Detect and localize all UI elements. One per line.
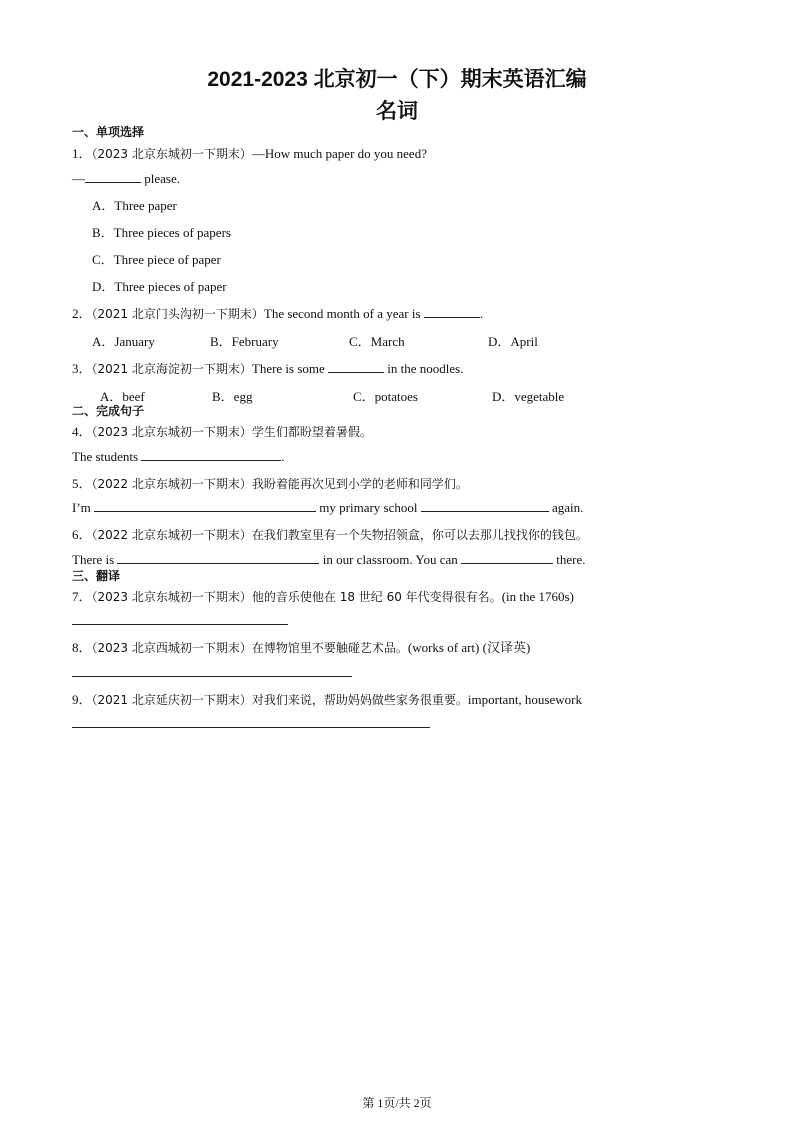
question-end: in the noodles.: [384, 361, 464, 376]
answer-blank[interactable]: [424, 305, 480, 318]
question-hint: important, housework: [467, 692, 582, 707]
question-source: （2023 北京东城初一下期末）: [91, 147, 252, 161]
section-heading-translation: 三、翻译: [72, 569, 121, 583]
section-heading-multiple-choice: 一、单项选择: [72, 125, 145, 139]
question-text: 学生们都盼望着暑假。: [251, 425, 372, 439]
question-number: 6．: [72, 527, 92, 542]
answer-prefix: There is: [72, 552, 118, 567]
answer-middle: my primary school: [316, 500, 421, 515]
question-source: （2023 北京东城初一下期末）: [91, 425, 252, 439]
dash: —: [72, 171, 85, 186]
question-hint: (works of art) (汉译英): [407, 640, 531, 655]
option-a[interactable]: A．Three paper: [92, 198, 177, 213]
option-b[interactable]: B．February: [210, 334, 279, 349]
option-a[interactable]: A．beef: [100, 389, 145, 404]
option-d[interactable]: D．Three pieces of paper: [92, 279, 227, 294]
question-6: [72, 524, 588, 543]
answer-blank[interactable]: [85, 170, 141, 183]
option-c[interactable]: C．potatoes: [353, 389, 418, 404]
page-footer: 第 1页/共 2页: [362, 1096, 432, 1110]
answer-blank[interactable]: [117, 551, 319, 564]
section-heading-complete-sentences: 二、完成句子: [72, 404, 145, 418]
answer-suffix: .: [281, 449, 285, 464]
question-source: （2022 北京东城初一下期末）: [91, 477, 252, 491]
question-8: [72, 637, 530, 656]
answer-prefix: I’m: [72, 500, 95, 515]
question-end: .: [479, 306, 484, 321]
answer-line[interactable]: [72, 727, 430, 728]
option-c[interactable]: C．Three piece of paper: [92, 252, 221, 267]
question-number: 8．: [72, 640, 92, 655]
option-b[interactable]: B．Three pieces of papers: [92, 225, 231, 240]
page-subtitle: 名词: [376, 100, 418, 123]
question-6-answer: [72, 551, 586, 568]
question-source: （2023 北京西城初一下期末）: [91, 641, 252, 655]
question-text: 在我们教室里有一个失物招领盒，你可以去那儿找找你的钱包。: [251, 528, 588, 542]
answer-blank[interactable]: [94, 499, 316, 512]
question-5: [72, 473, 468, 492]
answer-blank[interactable]: [328, 360, 384, 373]
answer-blank[interactable]: [421, 499, 549, 512]
question-source: （2022 北京东城初一下期末）: [91, 528, 252, 542]
question-text: The second month of a year is: [263, 306, 424, 321]
page-title: 2021-2023 北京初一（下）期末英语汇编: [207, 68, 587, 91]
question-number: 9．: [72, 692, 92, 707]
question-text: 他的音乐使他在 18 世纪 60 年代变得很有名。: [251, 590, 502, 604]
question-7: [72, 586, 574, 605]
answer-line[interactable]: [72, 676, 352, 677]
option-d[interactable]: D．vegetable: [492, 389, 565, 404]
question-text: There is some: [251, 361, 329, 376]
question-5-answer: [72, 499, 583, 516]
question-number: 7．: [72, 589, 92, 604]
answer-prefix: The students: [72, 449, 142, 464]
question-source: （2023 北京东城初一下期末）: [91, 590, 252, 604]
question-number: 3．: [72, 361, 92, 376]
answer-line[interactable]: [72, 624, 288, 625]
question-4-answer: [72, 448, 285, 465]
answer-blank[interactable]: [461, 551, 553, 564]
question-source: （2021 北京门头沟初一下期末）: [91, 307, 264, 321]
question-text: 在博物馆里不要触碰艺术品。: [251, 641, 408, 655]
question-source: （2021 北京海淀初一下期末）: [91, 362, 252, 376]
option-d[interactable]: D．April: [488, 334, 538, 349]
question-source: （2021 北京延庆初一下期末）: [91, 693, 252, 707]
question-number: 4．: [72, 424, 92, 439]
question-number: 5．: [72, 476, 92, 491]
question-2: [72, 303, 483, 322]
answer-blank[interactable]: [141, 448, 281, 461]
question-text: please.: [141, 171, 180, 186]
answer-suffix: there.: [553, 552, 586, 567]
option-a[interactable]: A．January: [92, 334, 155, 349]
question-4: [72, 421, 372, 440]
answer-middle: in our classroom. You can: [319, 552, 462, 567]
question-text: 我盼着能再次见到小学的老师和同学们。: [251, 477, 468, 491]
question-9: [72, 689, 582, 708]
question-3: [72, 358, 463, 377]
question-text: —How much paper do you need?: [251, 146, 427, 161]
question-hint: (in the 1760s): [501, 589, 574, 604]
answer-suffix: again.: [548, 500, 584, 515]
option-c[interactable]: C．March: [349, 334, 405, 349]
question-1: [72, 143, 427, 162]
question-1-line-2: [72, 170, 180, 187]
option-b[interactable]: B．egg: [212, 389, 253, 404]
question-number: 2．: [72, 306, 92, 321]
question-text: 对我们来说，帮助妈妈做些家务很重要。: [251, 693, 468, 707]
question-number: 1．: [72, 146, 92, 161]
